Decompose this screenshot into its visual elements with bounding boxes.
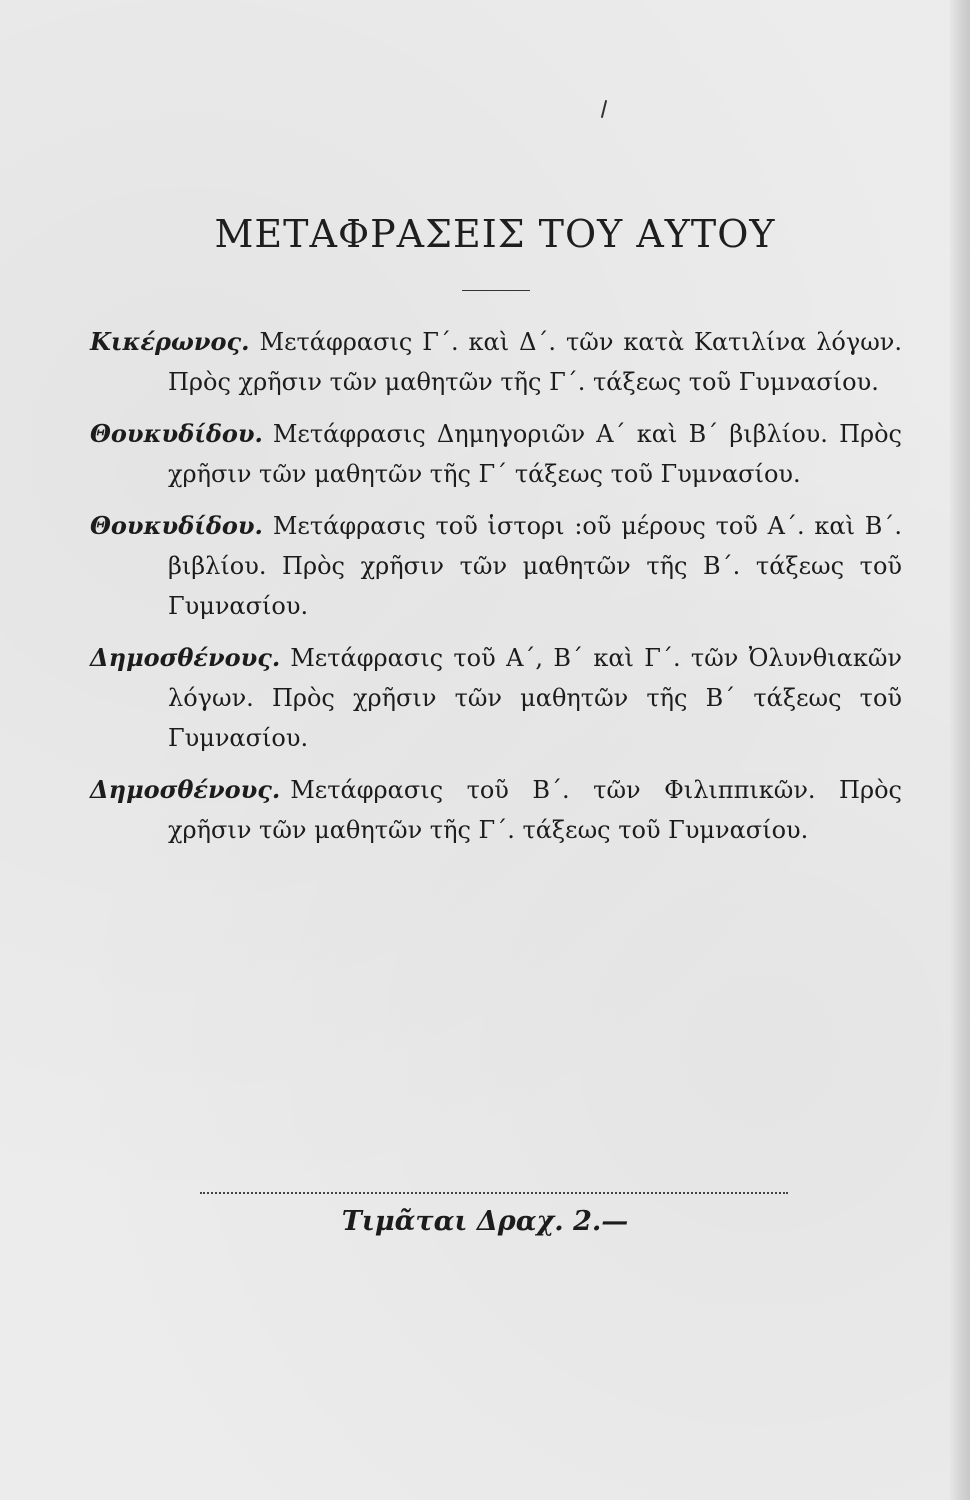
list-item: [90, 506, 902, 626]
list-item: [90, 414, 902, 494]
page-title: ΜΕΤΑΦΡΑΣΕΙΣ ΤΟΥ ΑΥΤΟΥ: [214, 212, 776, 256]
entry-text: Μετάφρασις Γ΄. καὶ Δ΄. τῶν κατὰ Κατιλίνα λόγων. Πρὸς χρῆσιν τῶν μαθητῶν τῆς Γ΄. τάξεως τοῦ Γυμνασίου.: [168, 328, 902, 396]
list-item: [90, 770, 902, 850]
list-item: [90, 322, 902, 402]
entry-text: Μετάφρασις τοῦ Β΄. τῶν Φιλιππικῶν. Πρὸς χρῆσιν τῶν μαθητῶν τῆς Γ΄. τάξεως τοῦ Γυμνασίου.: [168, 776, 902, 844]
price-line: Τιμᾶται Δραχ. 2.—: [341, 1206, 629, 1237]
title-rule: [462, 290, 530, 291]
list-item: [90, 638, 902, 758]
entry-author: Δημοσθένους.: [90, 643, 281, 672]
entry-text: Μετάφρασις Δημηγοριῶν Α΄ καὶ Β΄ βιβλίου. Πρὸς χρῆσιν τῶν μαθητῶν τῆς Γ΄ τάξεως τοῦ Γυμνασίου.: [168, 420, 902, 488]
entry-author: Κικέρωνος.: [90, 327, 250, 356]
entry-author: Θουκυδίδου.: [90, 511, 263, 540]
entry-author: Δημοσθένους.: [90, 775, 281, 804]
entry-text: Μετάφρασις τοῦ ἱστορι :οῦ μέρους τοῦ Α΄. καὶ Β΄. βιβλίου. Πρὸς χρῆσιν τῶν μαθητῶν τῆς Β΄. τάξεως τοῦ Γυμνασίου.: [168, 512, 902, 620]
translations-list: [90, 322, 902, 862]
dotted-divider: [200, 1192, 788, 1194]
entry-text: Μετάφρασις τοῦ Α΄, Β΄ καὶ Γ΄. τῶν Ὀλυνθιακῶν λόγων. Πρὸς χρῆσιν τῶν μαθητῶν τῆς Β΄ τάξεως τοῦ Γυμνασίου.: [168, 644, 902, 752]
page-edge: [950, 0, 970, 1500]
entry-author: Θουκυδίδου.: [90, 419, 263, 448]
stray-ink-mark: [601, 100, 607, 118]
